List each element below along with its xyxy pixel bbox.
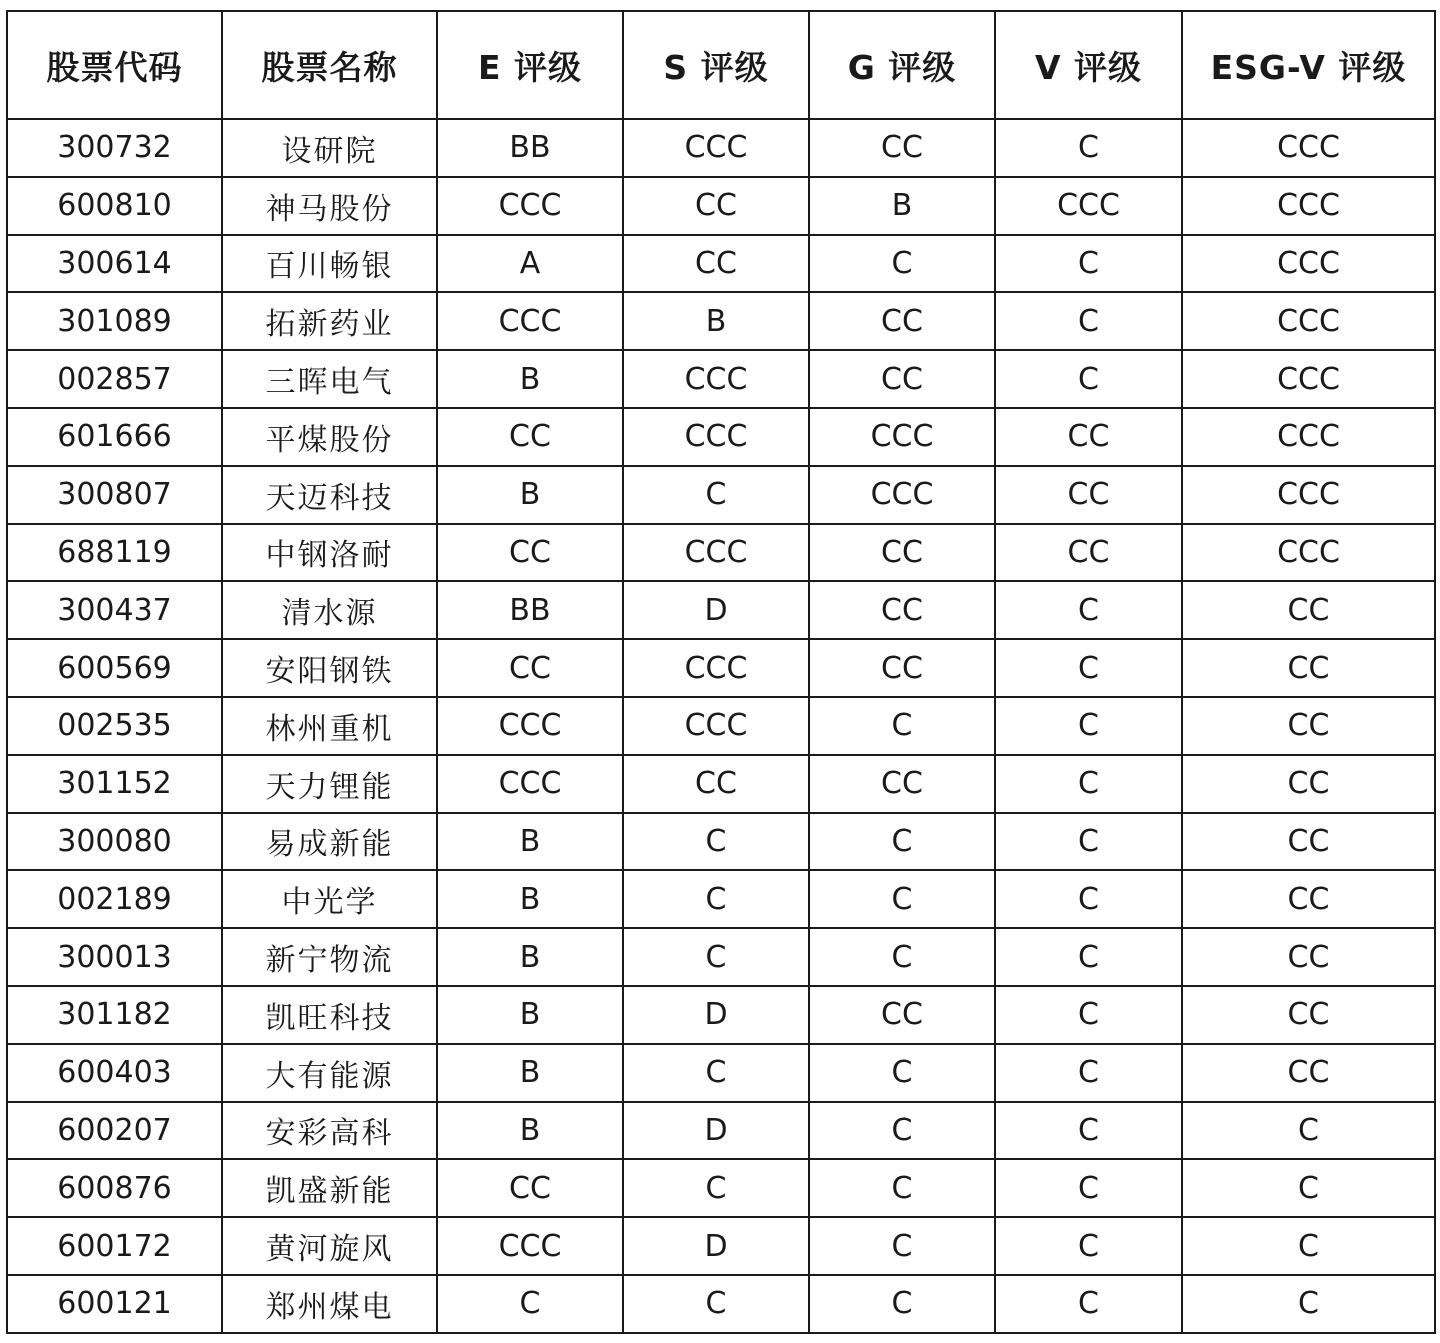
cell-stock-name: 郑州煤电: [222, 1275, 437, 1333]
cell-esg-v-rating: CC: [1182, 697, 1435, 755]
cell-stock-name: 天迈科技: [222, 466, 437, 524]
cell-stock-code: 600876: [7, 1159, 222, 1217]
cell-e-rating: B: [437, 350, 623, 408]
cell-e-rating: B: [437, 928, 623, 986]
cell-e-rating: CC: [437, 524, 623, 582]
table-row: [7, 177, 1435, 235]
cell-e-rating: BB: [437, 119, 623, 177]
header-v-rating: V 评级: [995, 11, 1182, 119]
cell-esg-v-rating: CCC: [1182, 524, 1435, 582]
cell-v-rating: C: [995, 292, 1182, 350]
cell-e-rating: A: [437, 235, 623, 293]
table-row: [7, 350, 1435, 408]
cell-s-rating: CCC: [623, 697, 809, 755]
cell-v-rating: C: [995, 1275, 1182, 1333]
cell-g-rating: C: [809, 1102, 995, 1160]
cell-esg-v-rating: CC: [1182, 813, 1435, 871]
cell-stock-code: 300080: [7, 813, 222, 871]
cell-esg-v-rating: CC: [1182, 581, 1435, 639]
cell-stock-code: 002535: [7, 697, 222, 755]
table-row: [7, 1159, 1435, 1217]
cell-esg-v-rating: CCC: [1182, 292, 1435, 350]
cell-s-rating: D: [623, 986, 809, 1044]
cell-stock-code: 600207: [7, 1102, 222, 1160]
cell-e-rating: B: [437, 1102, 623, 1160]
table-row: [7, 813, 1435, 871]
cell-stock-name: 中钢洛耐: [222, 524, 437, 582]
cell-s-rating: B: [623, 292, 809, 350]
cell-g-rating: C: [809, 1044, 995, 1102]
header-stock-code: 股票代码: [7, 11, 222, 119]
cell-v-rating: C: [995, 235, 1182, 293]
cell-stock-code: 002857: [7, 350, 222, 408]
cell-v-rating: C: [995, 639, 1182, 697]
cell-e-rating: C: [437, 1275, 623, 1333]
table-row: [7, 1217, 1435, 1275]
cell-esg-v-rating: CC: [1182, 639, 1435, 697]
table-body: [7, 119, 1435, 1333]
cell-s-rating: C: [623, 1275, 809, 1333]
cell-v-rating: CC: [995, 466, 1182, 524]
cell-e-rating: CC: [437, 639, 623, 697]
cell-esg-v-rating: CC: [1182, 1044, 1435, 1102]
cell-esg-v-rating: CCC: [1182, 408, 1435, 466]
header-g-rating: G 评级: [809, 11, 995, 119]
cell-stock-code: 600172: [7, 1217, 222, 1275]
cell-stock-name: 凯旺科技: [222, 986, 437, 1044]
cell-s-rating: CCC: [623, 639, 809, 697]
cell-s-rating: CCC: [623, 408, 809, 466]
cell-g-rating: C: [809, 870, 995, 928]
cell-g-rating: C: [809, 1159, 995, 1217]
cell-g-rating: CCC: [809, 408, 995, 466]
cell-s-rating: C: [623, 1044, 809, 1102]
cell-e-rating: CC: [437, 1159, 623, 1217]
cell-esg-v-rating: CCC: [1182, 119, 1435, 177]
cell-e-rating: CCC: [437, 755, 623, 813]
cell-s-rating: C: [623, 813, 809, 871]
cell-v-rating: CCC: [995, 177, 1182, 235]
cell-v-rating: CC: [995, 524, 1182, 582]
cell-g-rating: B: [809, 177, 995, 235]
cell-stock-name: 清水源: [222, 581, 437, 639]
cell-s-rating: C: [623, 466, 809, 524]
cell-v-rating: C: [995, 1159, 1182, 1217]
header-e-rating: E 评级: [437, 11, 623, 119]
table-header: [7, 11, 1435, 119]
cell-v-rating: C: [995, 755, 1182, 813]
cell-v-rating: CC: [995, 408, 1182, 466]
cell-s-rating: CCC: [623, 524, 809, 582]
cell-v-rating: C: [995, 1217, 1182, 1275]
cell-g-rating: CC: [809, 986, 995, 1044]
cell-esg-v-rating: C: [1182, 1102, 1435, 1160]
cell-e-rating: B: [437, 870, 623, 928]
cell-e-rating: B: [437, 466, 623, 524]
cell-g-rating: C: [809, 1217, 995, 1275]
cell-s-rating: C: [623, 1159, 809, 1217]
cell-stock-name: 易成新能: [222, 813, 437, 871]
table-row: [7, 1044, 1435, 1102]
cell-stock-code: 301089: [7, 292, 222, 350]
cell-v-rating: C: [995, 1102, 1182, 1160]
cell-stock-name: 黄河旋风: [222, 1217, 437, 1275]
cell-stock-name: 神马股份: [222, 177, 437, 235]
cell-stock-code: 301182: [7, 986, 222, 1044]
cell-g-rating: C: [809, 697, 995, 755]
table-row: [7, 1102, 1435, 1160]
cell-stock-code: 600121: [7, 1275, 222, 1333]
cell-g-rating: CC: [809, 119, 995, 177]
cell-stock-code: 300614: [7, 235, 222, 293]
cell-g-rating: CCC: [809, 466, 995, 524]
cell-stock-code: 300013: [7, 928, 222, 986]
cell-stock-name: 安彩高科: [222, 1102, 437, 1160]
table-row: [7, 119, 1435, 177]
cell-esg-v-rating: C: [1182, 1275, 1435, 1333]
cell-stock-code: 300732: [7, 119, 222, 177]
cell-e-rating: B: [437, 813, 623, 871]
cell-stock-name: 凯盛新能: [222, 1159, 437, 1217]
cell-stock-code: 601666: [7, 408, 222, 466]
cell-esg-v-rating: CCC: [1182, 350, 1435, 408]
cell-stock-code: 600403: [7, 1044, 222, 1102]
cell-e-rating: B: [437, 1044, 623, 1102]
cell-s-rating: C: [623, 928, 809, 986]
cell-esg-v-rating: CC: [1182, 870, 1435, 928]
cell-stock-name: 林州重机: [222, 697, 437, 755]
cell-v-rating: C: [995, 928, 1182, 986]
cell-stock-name: 百川畅银: [222, 235, 437, 293]
cell-s-rating: D: [623, 1217, 809, 1275]
cell-v-rating: C: [995, 697, 1182, 755]
cell-stock-name: 大有能源: [222, 1044, 437, 1102]
cell-g-rating: CC: [809, 639, 995, 697]
cell-stock-code: 300437: [7, 581, 222, 639]
cell-esg-v-rating: CC: [1182, 755, 1435, 813]
table-row: [7, 928, 1435, 986]
cell-stock-code: 600810: [7, 177, 222, 235]
cell-e-rating: BB: [437, 581, 623, 639]
cell-e-rating: CCC: [437, 1217, 623, 1275]
cell-g-rating: C: [809, 928, 995, 986]
cell-stock-code: 300807: [7, 466, 222, 524]
table-row: [7, 1275, 1435, 1333]
cell-e-rating: B: [437, 986, 623, 1044]
table-row: [7, 524, 1435, 582]
cell-stock-name: 平煤股份: [222, 408, 437, 466]
cell-g-rating: CC: [809, 755, 995, 813]
cell-v-rating: C: [995, 350, 1182, 408]
cell-stock-code: 688119: [7, 524, 222, 582]
header-s-rating: S 评级: [623, 11, 809, 119]
table-row: [7, 870, 1435, 928]
cell-esg-v-rating: CCC: [1182, 466, 1435, 524]
cell-v-rating: C: [995, 581, 1182, 639]
cell-stock-name: 安阳钢铁: [222, 639, 437, 697]
table-row: [7, 408, 1435, 466]
table-row: [7, 986, 1435, 1044]
table-row: [7, 755, 1435, 813]
header-stock-name: 股票名称: [222, 11, 437, 119]
esg-rating-table: [6, 10, 1436, 1334]
cell-e-rating: CCC: [437, 697, 623, 755]
cell-g-rating: CC: [809, 350, 995, 408]
cell-s-rating: D: [623, 1102, 809, 1160]
cell-esg-v-rating: C: [1182, 1159, 1435, 1217]
header-esg-v-rating: ESG-V 评级: [1182, 11, 1435, 119]
cell-g-rating: CC: [809, 524, 995, 582]
cell-esg-v-rating: CC: [1182, 986, 1435, 1044]
cell-v-rating: C: [995, 1044, 1182, 1102]
cell-s-rating: D: [623, 581, 809, 639]
cell-esg-v-rating: CC: [1182, 928, 1435, 986]
cell-g-rating: C: [809, 1275, 995, 1333]
cell-stock-name: 天力锂能: [222, 755, 437, 813]
cell-g-rating: C: [809, 235, 995, 293]
cell-stock-code: 002189: [7, 870, 222, 928]
cell-s-rating: CCC: [623, 350, 809, 408]
table-row: [7, 581, 1435, 639]
cell-stock-name: 三晖电气: [222, 350, 437, 408]
cell-g-rating: CC: [809, 581, 995, 639]
cell-e-rating: CC: [437, 408, 623, 466]
header-row: [7, 11, 1435, 119]
cell-stock-name: 新宁物流: [222, 928, 437, 986]
cell-stock-name: 设研院: [222, 119, 437, 177]
cell-g-rating: CC: [809, 292, 995, 350]
cell-stock-name: 中光学: [222, 870, 437, 928]
cell-v-rating: C: [995, 813, 1182, 871]
cell-s-rating: CC: [623, 235, 809, 293]
cell-esg-v-rating: CCC: [1182, 235, 1435, 293]
cell-s-rating: CCC: [623, 119, 809, 177]
cell-v-rating: C: [995, 986, 1182, 1044]
table-row: [7, 697, 1435, 755]
cell-v-rating: C: [995, 870, 1182, 928]
table-row: [7, 639, 1435, 697]
cell-stock-name: 拓新药业: [222, 292, 437, 350]
cell-esg-v-rating: C: [1182, 1217, 1435, 1275]
cell-g-rating: C: [809, 813, 995, 871]
cell-e-rating: CCC: [437, 292, 623, 350]
table-row: [7, 235, 1435, 293]
rating-table-container: [6, 10, 1434, 1334]
cell-v-rating: C: [995, 119, 1182, 177]
cell-stock-code: 600569: [7, 639, 222, 697]
cell-stock-code: 301152: [7, 755, 222, 813]
cell-e-rating: CCC: [437, 177, 623, 235]
cell-s-rating: C: [623, 870, 809, 928]
table-row: [7, 466, 1435, 524]
cell-s-rating: CC: [623, 755, 809, 813]
table-row: [7, 292, 1435, 350]
cell-esg-v-rating: CCC: [1182, 177, 1435, 235]
cell-s-rating: CC: [623, 177, 809, 235]
